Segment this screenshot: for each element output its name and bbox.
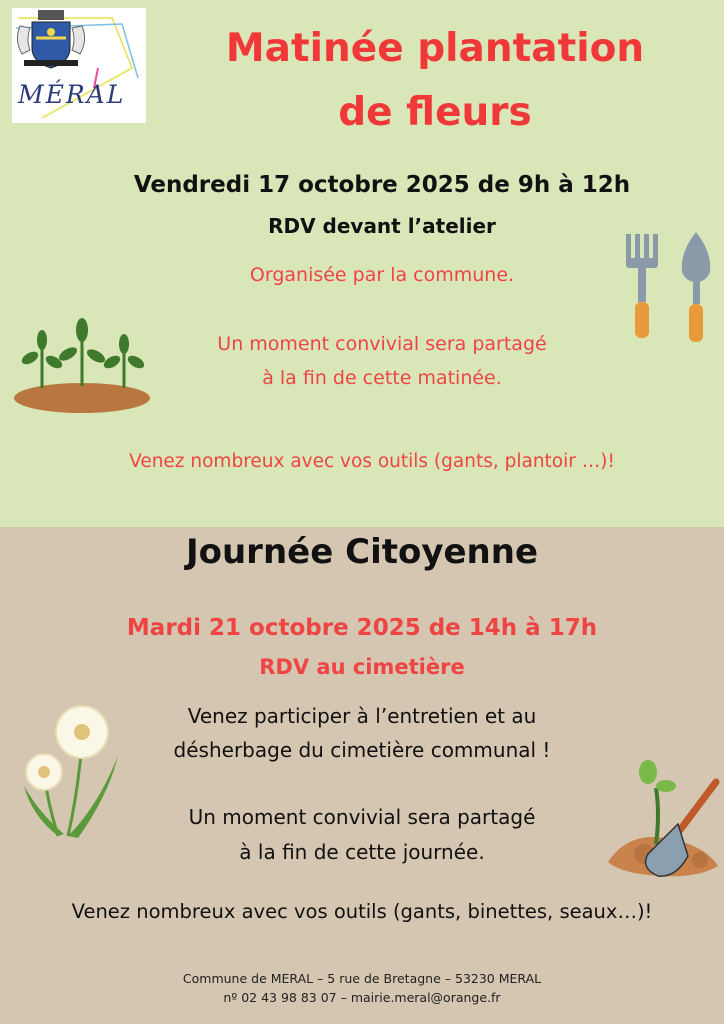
section2-task-line1: Venez participer à l’entretien et au <box>187 704 537 728</box>
section1-date: Vendredi 17 octobre 2025 de 9h à 12h <box>133 172 631 198</box>
section1-organizer: Organisée par la commune. <box>249 264 515 286</box>
section1-convivial-line1: Un moment convivial sera partagé <box>217 333 547 355</box>
seedlings-icon <box>12 318 152 416</box>
section2-task-line2: désherbage du cimetière communal ! <box>173 738 551 762</box>
section1-title-line1: Matinée plantation <box>225 26 645 71</box>
section2-invite: Venez nombreux avec vos outils (gants, binettes, seaux…)! <box>71 900 653 923</box>
footer-address: Commune de MERAL – 5 rue de Bretagne – 53230 MERAL <box>182 971 542 986</box>
section2-title: Journée Citoyenne <box>185 532 539 572</box>
section1-convivial-line2: à la fin de cette matinée. <box>262 367 502 389</box>
town-logo <box>12 8 146 123</box>
trowel-sprout-icon <box>604 758 722 882</box>
section1-invite: Venez nombreux avec vos outils (gants, plantoir …)! <box>129 451 615 472</box>
section2-date: Mardi 21 octobre 2025 de 14h à 17h <box>126 615 598 641</box>
footer-contact: nº 02 43 98 83 07 – mairie.meral@orange.fr <box>223 990 501 1005</box>
section2-rdv: RDV au cimetière <box>259 655 465 679</box>
section2-convivial-line2: à la fin de cette journée. <box>239 840 485 864</box>
logo-text: MÉRAL <box>18 80 126 109</box>
dandelion-icon <box>14 702 134 838</box>
section2-convivial-line1: Un moment convivial sera partagé <box>188 805 536 829</box>
section1-rdv: RDV devant l’atelier <box>268 214 496 238</box>
section1-title-line2: de fleurs <box>338 90 532 135</box>
garden-tools-icon <box>620 228 720 346</box>
